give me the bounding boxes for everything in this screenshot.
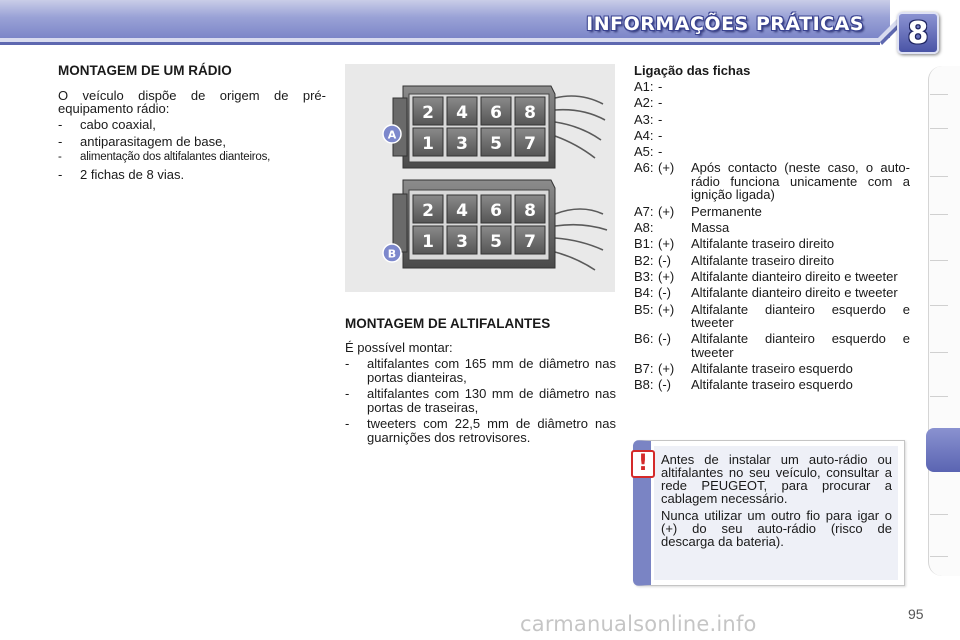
pin-code: B5: (634, 301, 654, 317)
pin-sign: (+) (658, 160, 675, 176)
label-b: B (387, 247, 397, 261)
pin-row (634, 129, 910, 143)
radio-intro-line-1: O veículo dispõe de origem de pré- (58, 88, 326, 103)
radio-section-title: MONTAGEM DE UM RÁDIO (58, 63, 232, 78)
pin-sign: (-) (658, 331, 671, 347)
list-item: - altifalantes com 165 mm de diâmetro nas portas dianteiras, (345, 357, 616, 384)
pin-desc (691, 96, 910, 110)
pin-desc (691, 80, 910, 94)
pin-desc: Altifalante traseiro esquerdo (691, 377, 853, 393)
pin-sign: - (658, 95, 663, 111)
connector-pin-number: 6 (490, 201, 502, 221)
pin-code: A6: (634, 160, 654, 176)
pin-desc: Altifalante traseiro esquerdo (691, 361, 853, 377)
connector-pin-number: 6 (490, 103, 502, 123)
pin-sign: (+) (658, 268, 675, 284)
page-title: INFORMAÇÕES PRÁTICAS (586, 13, 864, 35)
wires-b (555, 209, 607, 270)
tab-divider (930, 514, 948, 515)
chapter-number: 8 (907, 15, 929, 51)
connector-illustration (345, 64, 615, 292)
connector-pin-number: 7 (524, 232, 536, 252)
tab-divider (930, 214, 948, 215)
list-item: - cabo coaxial, (58, 118, 333, 132)
pin-sign: (+) (658, 203, 675, 219)
pin-code: A7: (634, 203, 654, 219)
tab-divider (930, 396, 948, 397)
list-item: - 2 fichas de 8 vias. (58, 168, 333, 182)
pin-code: A3: (634, 111, 654, 127)
pin-row (634, 362, 910, 376)
warning-paragraph-2: Nunca utilizar um outro fio para igar o (+) do seu auto-rádio (risco de descarga da bateria). (661, 508, 892, 549)
connector-pin-number: 1 (422, 134, 434, 154)
pin-sign: (-) (658, 377, 671, 393)
connector-b (393, 180, 555, 268)
radio-intro-line-2: equipamento rádio: (58, 101, 170, 116)
pin-row (634, 378, 910, 392)
pin-desc: Altifalante dianteiro direito e tweeter (691, 285, 898, 301)
pin-desc: Altifalante dianteiro esquerdo e tweeter (691, 331, 910, 360)
speakers-section-title: MONTAGEM DE ALTIFALANTES (345, 316, 551, 331)
pin-sign: - (658, 79, 663, 94)
pin-desc: Altifalante dianteiro direito e tweeter (691, 268, 898, 284)
pin-sign: - (658, 127, 663, 143)
chapter-tab-rail (928, 66, 960, 576)
connector-figure (345, 64, 615, 292)
watermark: carmanualsonline.info (520, 612, 757, 636)
pin-code: B8: (634, 377, 654, 393)
connector-pin-number: 3 (456, 134, 468, 154)
pin-code: A8: (634, 220, 654, 236)
pin-row (634, 303, 910, 330)
pin-sign (658, 221, 691, 235)
tab-divider (930, 260, 948, 261)
wiring-pin-list (634, 80, 910, 395)
pin-code: B4: (634, 285, 654, 301)
pin-desc (691, 113, 910, 127)
tab-divider (930, 94, 948, 95)
radio-equipment-list (58, 118, 333, 184)
speakers-intro: É possível montar: (345, 340, 453, 355)
pin-sign: - (658, 144, 663, 160)
list-item: - altifalantes com 130 mm de diâmetro nas portas de traseiras, (345, 387, 616, 414)
tab-divider (930, 352, 948, 353)
page-number: 95 (908, 606, 924, 622)
pin-code: A2: (634, 95, 654, 111)
pin-desc: Altifalante traseiro direito (691, 236, 835, 252)
pin-row (634, 161, 910, 202)
pin-row (634, 286, 910, 300)
connector-pin-number: 8 (524, 201, 536, 221)
pin-row (634, 332, 910, 359)
pin-sign: (+) (658, 361, 675, 377)
connector-pin-number: 3 (456, 232, 468, 252)
wires-a (555, 96, 605, 158)
connector-pin-number: 7 (524, 134, 536, 154)
connector-pin-number: 2 (422, 201, 434, 221)
header-dark-line (0, 42, 880, 45)
connector-pin-number: 5 (490, 134, 502, 154)
tab-divider (930, 176, 948, 177)
list-item: - tweeters com 22,5 mm de diâmetro nas guarnições dos retrovisores. (345, 417, 616, 444)
pin-code: B2: (634, 252, 654, 268)
pin-row (634, 270, 910, 284)
connector-pin-number: 5 (490, 232, 502, 252)
connector-pin-number: 1 (422, 232, 434, 252)
pin-desc (691, 129, 910, 143)
speakers-list (345, 357, 616, 447)
tab-divider (930, 305, 948, 306)
pin-row (634, 237, 910, 251)
pin-row (634, 145, 910, 159)
pin-code: B1: (634, 236, 654, 252)
wiring-title: Ligação das fichas (634, 63, 751, 78)
list-item: - alimentação dos altifalantes dianteiros, (58, 151, 333, 165)
pin-code: A4: (634, 127, 654, 143)
chapter-badge (897, 12, 939, 54)
tab-divider (930, 556, 948, 557)
pin-row (634, 113, 910, 127)
exclamation-icon: ! (631, 450, 655, 478)
pin-row (634, 221, 910, 235)
label-a: A (387, 128, 397, 142)
connector-pin-number: 2 (422, 103, 434, 123)
connector-pin-number: 4 (456, 103, 468, 123)
tab-divider (930, 128, 948, 129)
pin-row (634, 254, 910, 268)
pin-desc: Massa (691, 220, 730, 236)
pin-code: B3: (634, 268, 654, 284)
pin-desc (691, 145, 910, 159)
warning-text (661, 453, 892, 552)
pin-row (634, 96, 910, 110)
pin-code: B6: (634, 331, 654, 347)
pin-row (634, 205, 910, 219)
pin-sign: - (658, 111, 663, 127)
list-item: - antiparasitagem de base, (58, 135, 333, 149)
pin-desc: Permanente (691, 203, 762, 219)
pin-sign: (+) (658, 236, 675, 252)
pin-desc: Altifalante traseiro direito (691, 252, 835, 268)
pin-sign: (-) (658, 252, 671, 268)
warning-paragraph-1: Antes de instalar um auto-rádio ou altifalantes no seu veículo, consultar a rede PEUGEOT, para procurar a cablagem necessário. (661, 452, 892, 506)
connector-pin-number: 4 (456, 201, 468, 221)
pin-code: A1: (634, 79, 654, 94)
pin-desc: Após contacto (neste caso, o auto-rádio funciona unicamente com a ignição ligada) (691, 160, 910, 203)
chapter-tab-active[interactable] (926, 428, 960, 472)
pin-code: A5: (634, 144, 654, 160)
radio-intro (58, 89, 326, 115)
pin-code: B7: (634, 361, 654, 377)
connector-pin-number: 8 (524, 103, 536, 123)
pin-sign: (-) (658, 285, 671, 301)
pin-row (634, 80, 910, 94)
pin-sign: (+) (658, 301, 675, 317)
pin-desc: Altifalante dianteiro esquerdo e tweeter (691, 301, 910, 331)
